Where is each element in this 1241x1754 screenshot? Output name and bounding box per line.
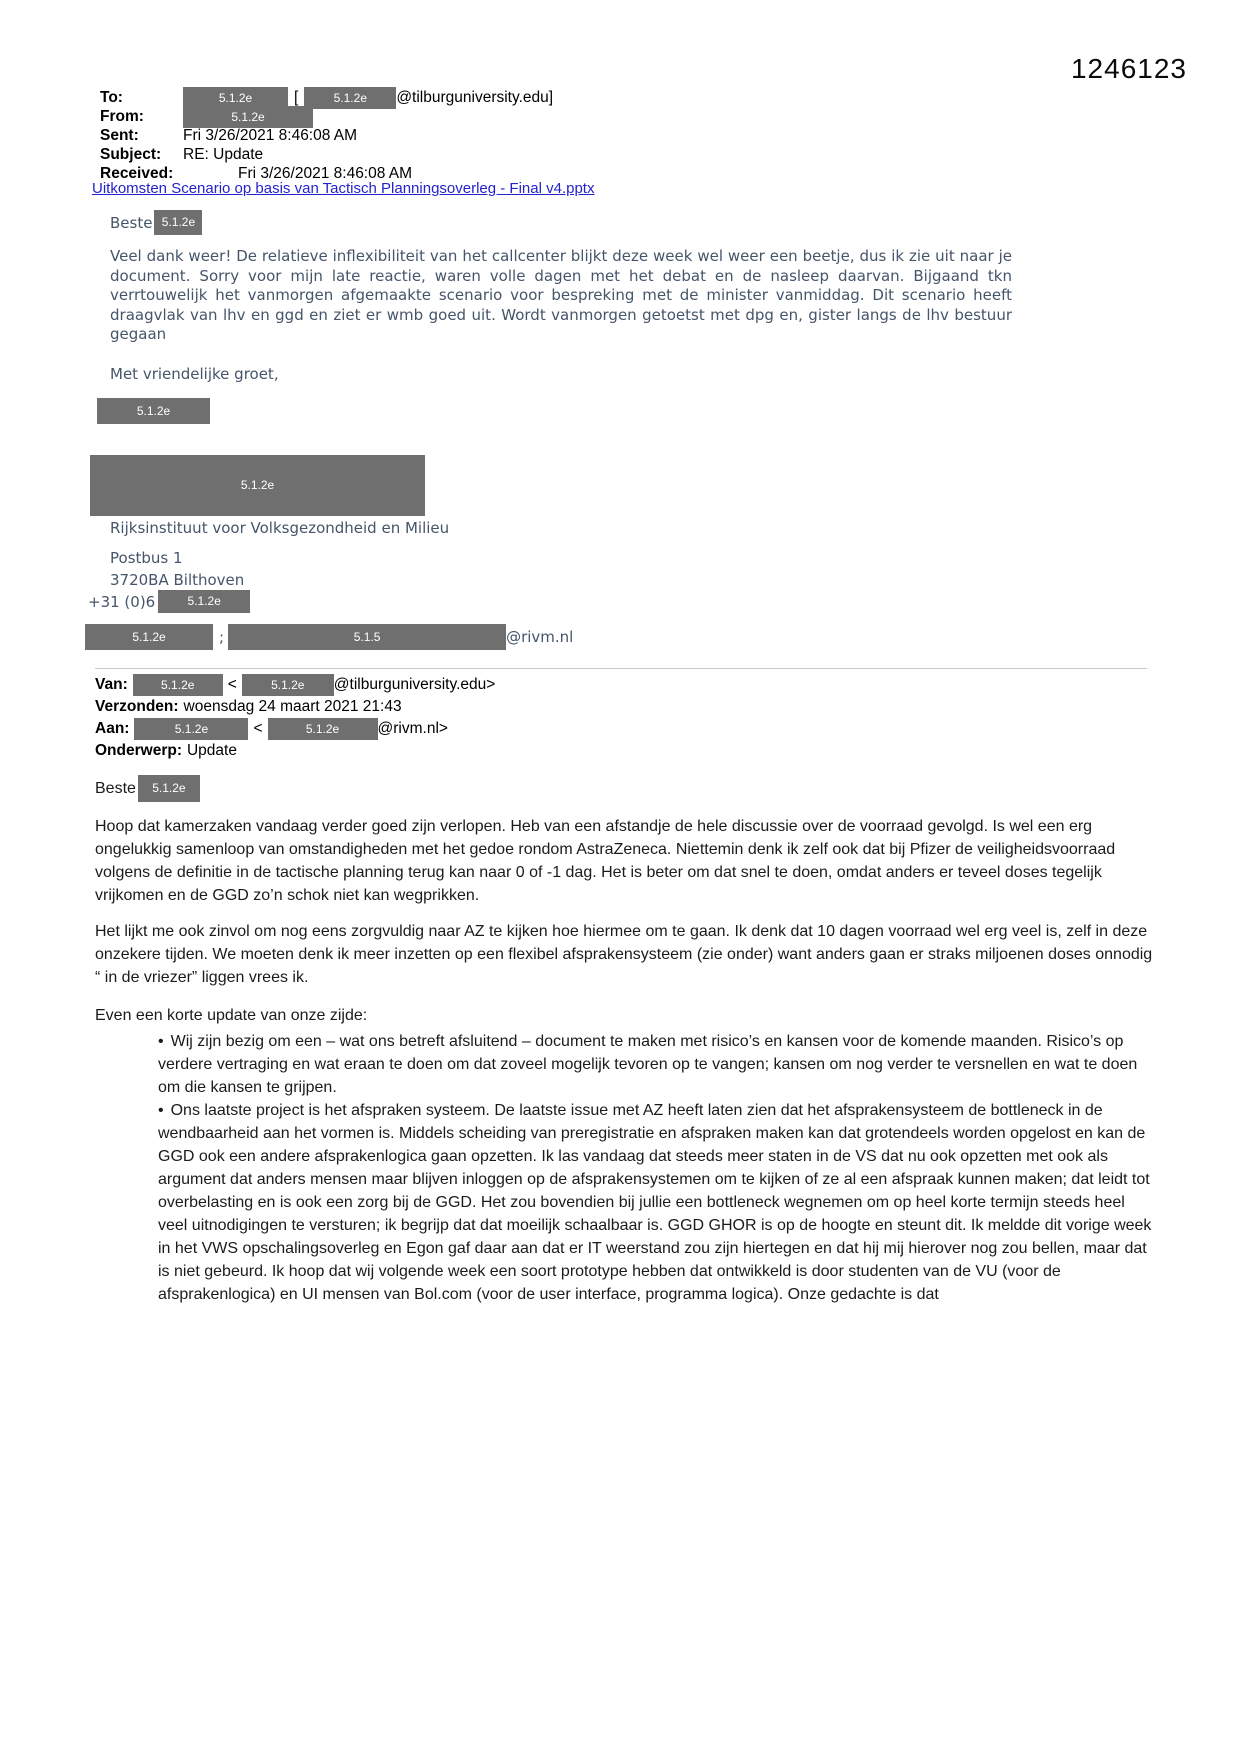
- van-domain: @tilburguniversity.edu>: [333, 676, 496, 693]
- bullet-icon: •: [158, 1102, 164, 1119]
- signature-redaction-small: [97, 398, 210, 424]
- redaction-box: 5.1.2e: [158, 590, 250, 613]
- sent-label: Sent:: [100, 127, 139, 144]
- email2-verzonden-row: [95, 696, 495, 718]
- signature-email-row: [85, 624, 573, 650]
- to-domain: @tilburguniversity.edu]: [396, 89, 554, 106]
- email1-sent-row: [100, 126, 553, 145]
- redaction-box: 5.1.2e: [242, 674, 334, 696]
- redaction-box: 5.1.5: [228, 624, 506, 650]
- aan-bracket: <: [253, 720, 263, 737]
- email1-closing: Met vriendelijke groet,: [110, 365, 279, 383]
- email2-paragraph-1: Hoop dat kamerzaken vandaag verder goed zijn verlopen. Heb van een afstandje de hele discussie over de voorraad gevolgd. Is wel een erg ongelukkig samenloop van omstandigheden met het gedoe rondom AstraZeneca. Niettemin denk ik zelf ook dat bij Pfizer de veiligheidsvoorraad volgens de definitie in de tactische planning terug kan naar 0 of -1 dag. Het is beter om dat snel te doen, omdat anders er teveel doses tegelijk vrijkomen en de GGD zo’n schok niet kan wegprikken.: [95, 818, 1116, 904]
- email1-subject-row: [100, 145, 553, 164]
- redaction-box: 5.1.2e: [183, 106, 313, 128]
- redaction-box: 5.1.2e: [97, 398, 210, 424]
- received-value: Fri 3/26/2021 8:46:08 AM: [238, 165, 413, 182]
- email2-bullet-list: [158, 1030, 1154, 1306]
- redaction-box: 5.1.2e: [183, 87, 288, 109]
- email2-header: [95, 674, 495, 762]
- onderwerp-label: Onderwerp:: [95, 742, 182, 759]
- email1-header: [100, 88, 553, 183]
- signature-phone-row: [88, 590, 250, 613]
- bullet-icon: •: [158, 1033, 164, 1050]
- list-item: [158, 1030, 1154, 1099]
- greeting-text: Beste: [95, 779, 136, 797]
- email2-paragraph-2: Het lijkt me ook zinvol om nog eens zorgvuldig naar AZ te kijken hoe hiermee om te gaan. Ik denk dat 10 dagen voorraad wel erg veel is, zelf in deze onzekere tijden. We moeten denk ik meer inzetten op een flexibel afsprakensysteem (zie onder) want anders gaan er straks miljoenen doses onnodig “ in de vriezer” liggen vrees ik.: [95, 923, 1153, 986]
- email2-onderwerp-row: [95, 740, 495, 762]
- redaction-box: 5.1.2e: [304, 87, 396, 109]
- van-bracket: <: [227, 676, 237, 693]
- bullet-text: Ons laatste project is het afspraken systeem. De laatste issue met AZ heeft laten zien dat het afsprakensysteem de bottleneck in de wendbaarheid aan het vormen is. Middels scheiding van preregistratie en afspraken maken kan dat grotendeels worden opgelost en kan de GGD ook een andere afsprakenlogica gaan opzetten. Ik las vandaag dat steeds meer staten in de VS dat nu ook opzetten met ook als argument dat anders mensen maar blijven inloggen op de afsprakensystemen om te kijken of ze al een afspraak kunnen maken; dat leidt tot overbelasting en is ook een zorg bij de GGD. Het zou bovendien bij jullie een bottleneck wegnemen om op heel korte termijn steeds heel veel uitnodigingen te versturen; ik begrijp dat dat moeilijk schaalbaar is. GGD GHOR is op de hoogte en steunt dit. Ik meldde dit vorige week in het VWS opschalingsoverleg en Egon gaf daar aan dat er IT weerstand zou zijn hiertegen en dat hij mij hierover nog zou bellen, maar dat is niet gebeurd. Ik hoop dat wij volgende week een soort prototype hebben dat ontwikkeld is door studenten van de VU (voor de afsprakenlogica) en UI mensen van Bol.com (voor de user interface, programma logica). Onze gedachte is dat: [158, 1102, 1152, 1303]
- email-separator: ;: [219, 628, 225, 646]
- redaction-box: 5.1.2e: [138, 775, 200, 802]
- redaction-box: 5.1.2e: [90, 455, 425, 516]
- email2-van-row: [95, 674, 495, 696]
- greeting-text: Beste: [110, 213, 153, 232]
- to-label: To:: [100, 89, 123, 106]
- signature-redaction-large: [90, 455, 425, 516]
- aan-label: Aan:: [95, 720, 130, 737]
- redaction-box: 5.1.2e: [133, 674, 223, 696]
- redaction-box: 5.1.2e: [134, 718, 248, 740]
- message-divider: [95, 668, 1147, 669]
- subject-label: Subject:: [100, 146, 162, 163]
- subject-value: RE: Update: [183, 146, 264, 163]
- email-domain: @rivm.nl: [506, 628, 574, 646]
- email1-greeting: [110, 210, 202, 235]
- aan-domain: @rivm.nl>: [377, 720, 448, 737]
- to-bracket: [: [294, 89, 299, 106]
- email2-aan-row: [95, 718, 495, 740]
- list-item: [158, 1099, 1154, 1306]
- email2-update-intro: Even een korte update van onze zijde:: [95, 1007, 368, 1024]
- redaction-box: 5.1.2e: [154, 210, 202, 235]
- verzonden-label: Verzonden:: [95, 698, 179, 715]
- signature-organization: Rijksinstituut voor Volksgezondheid en Milieu: [110, 519, 450, 537]
- bullet-text: Wij zijn bezig om een – wat ons betreft afsluitend – document te maken met risico’s en kansen voor de komende maanden. Risico’s op verdere vertraging en wat eraan te doen om dat zoveel mogelijk tevoren op te vangen; kansen om nog verder te versnellen en wat te doen om die kansen te grijpen.: [158, 1033, 1138, 1096]
- email1-body-paragraph: Veel dank weer! De relatieve inflexibiliteit van het callcenter blijkt deze week wel weer een beetje, dus ik zie uit naar je document. Sorry voor mijn late reactie, waren volle dagen met het debat en de nasleep daarvan. Bijgaand tkn verrtouwelijk het vanmorgen afgemaakte scenario voor bespreking met de minister vanmiddag. Dit scenario heeft draagvlak van lhv en ggd en ziet er wmb goed uit. Wordt vanmorgen getoetst met dpg en, gister langs de lhv bestuur gegaan: [110, 247, 1012, 343]
- email2-greeting: [95, 775, 200, 802]
- signature-address-line2: 3720BA Bilthoven: [110, 571, 245, 589]
- email1-from-row: [100, 107, 553, 126]
- verzonden-value: woensdag 24 maart 2021 21:43: [183, 698, 402, 715]
- redaction-box: 5.1.2e: [268, 718, 378, 740]
- phone-prefix: +31 (0)6: [88, 592, 156, 611]
- document-number: 1246123: [1070, 53, 1187, 84]
- email1-to-row: [100, 88, 553, 107]
- van-label: Van:: [95, 676, 128, 693]
- onderwerp-value: Update: [186, 742, 237, 759]
- from-label: From:: [100, 108, 144, 125]
- signature-address-line1: Postbus 1: [110, 549, 183, 567]
- redaction-box: 5.1.2e: [85, 624, 213, 650]
- sent-value: Fri 3/26/2021 8:46:08 AM: [183, 127, 358, 144]
- received-label: Received:: [100, 165, 174, 182]
- attachment-link[interactable]: Uitkomsten Scenario op basis van Tactisch Planningsoverleg - Final v4.pptx: [92, 180, 595, 197]
